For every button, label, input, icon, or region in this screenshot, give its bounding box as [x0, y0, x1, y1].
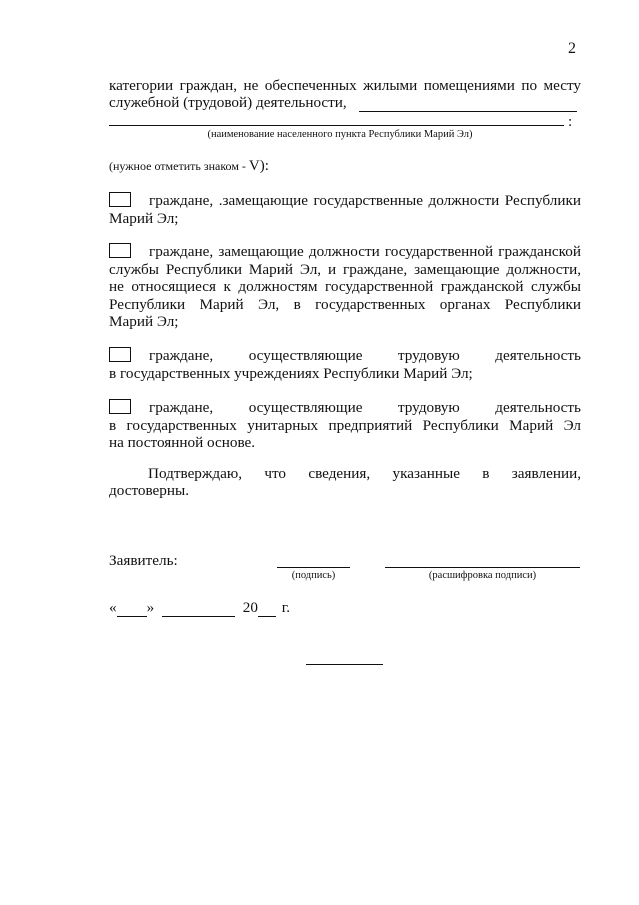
option-1-line-1: граждане, .замещающие государственные должности Республики: [149, 192, 581, 209]
option-2-line-3: не относящиеся к должностям государственной гражданской службы: [109, 278, 581, 295]
intro-line-2-text: служебной (трудовой) деятельности,: [109, 94, 347, 111]
confirm-line-2: достоверны.: [109, 482, 190, 499]
option-1-checkbox[interactable]: [109, 192, 131, 207]
option-1: [109, 192, 581, 227]
signature-decode-line[interactable]: [385, 567, 580, 568]
applicant-label: Заявитель:: [109, 552, 178, 569]
date-open-quote: «: [109, 599, 117, 616]
intro-line-1: категории граждан, не обеспеченных жилыми помещениями по месту: [109, 77, 581, 94]
option-1-line-2: Марий Эл;: [109, 209, 179, 227]
option-4-line-1: граждане, осуществляющие трудовую деятельность: [149, 399, 581, 416]
locality-caption: (наименование населенного пункта Республики Марий Эл): [207, 129, 473, 140]
option-4-line-2: в государственных унитарных предприятий Республики Марий Эл: [109, 416, 581, 434]
month-blank[interactable]: [162, 603, 235, 617]
intro-colon: :: [568, 113, 573, 130]
date-close-quote: »: [146, 599, 155, 616]
year-prefix: 20: [242, 599, 258, 616]
option-3-line-1: граждане, осуществляющие трудовую деятельность: [149, 347, 581, 364]
option-2: [109, 243, 581, 331]
locality-blank-2: [109, 125, 564, 126]
option-4: [109, 399, 581, 452]
page-number: 2: [568, 40, 576, 57]
mark-note-symbol: V: [248, 158, 260, 174]
option-3-checkbox[interactable]: [109, 347, 131, 362]
mark-note-suffix: ):: [259, 158, 269, 174]
mark-note: [109, 158, 269, 175]
option-2-line-1: граждане, замещающие должности государственной гражданской: [149, 243, 581, 260]
closing-rule: [306, 664, 383, 665]
intro-line-2: [109, 94, 581, 112]
decode-caption: (расшифровка подписи): [428, 570, 537, 581]
year-blank[interactable]: [258, 603, 276, 617]
signature-caption: (подпись): [291, 570, 336, 581]
option-2-line-5: Марий Эл;: [109, 313, 179, 330]
year-suffix: г.: [281, 599, 291, 616]
mark-note-prefix: (нужное отметить знаком -: [109, 159, 249, 173]
signature-line[interactable]: [277, 567, 350, 568]
option-2-line-4: Республики Марий Эл, в государственных органах Республики: [109, 295, 581, 313]
option-3-line-2: в государственных учреждениях Республики Марий Эл;: [109, 364, 473, 382]
option-4-line-3: на постоянной основе.: [109, 434, 256, 451]
confirm-line-1: Подтверждаю, что сведения, указанные в заявлении,: [148, 465, 581, 482]
locality-blank-1: [359, 97, 577, 112]
option-3: [109, 347, 581, 382]
option-2-checkbox[interactable]: [109, 243, 131, 258]
date-line: [109, 599, 290, 617]
day-blank[interactable]: [117, 603, 147, 617]
option-4-checkbox[interactable]: [109, 399, 131, 414]
option-2-line-2: службы Республики Марий Эл, и граждане, замещающие должности,: [109, 260, 581, 278]
